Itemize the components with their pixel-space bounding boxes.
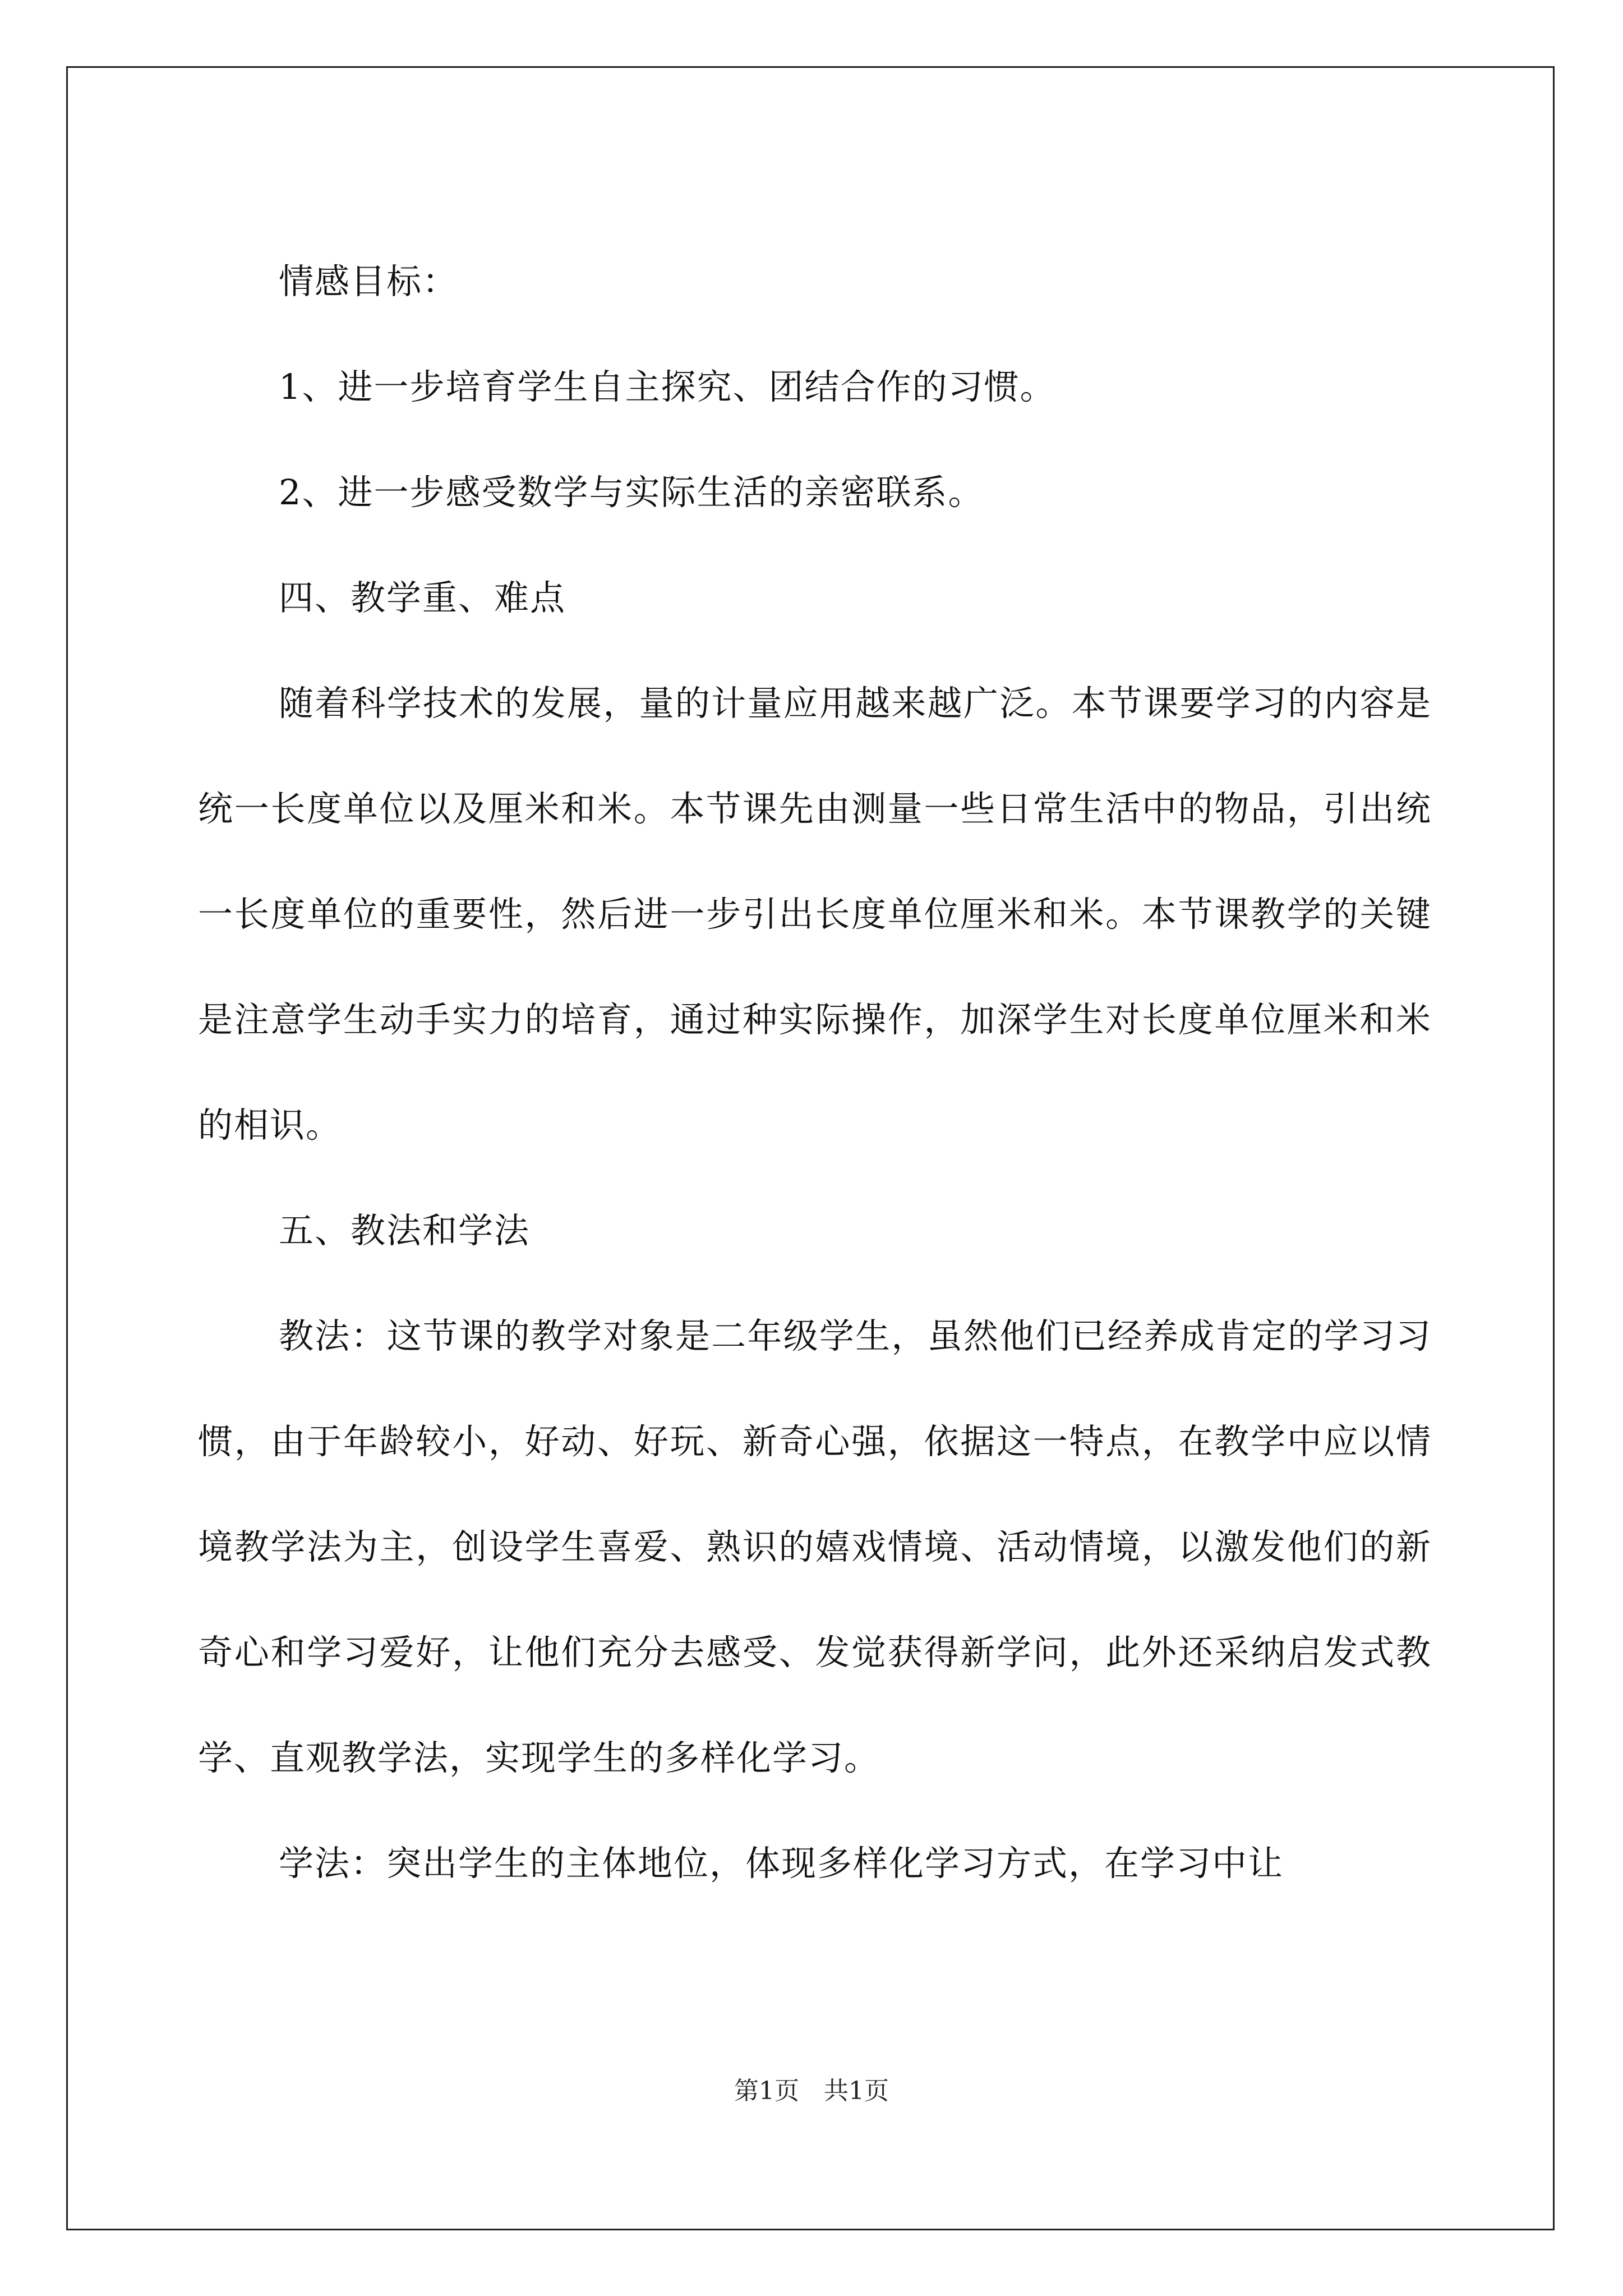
document-body <box>198 229 1432 1916</box>
paragraph-goal-2: 2、进一步感受数学与实际生活的亲密联系。 <box>279 472 984 513</box>
paragraph-methods-heading: 五、教法和学法 <box>279 1210 531 1251</box>
page-number-footer: 第1页 共1页 <box>734 2077 889 2105</box>
paragraph-emotional-goals-heading: 情感目标： <box>279 261 459 302</box>
paragraph-key-points-heading: 四、教学重、难点 <box>279 577 566 618</box>
paragraph-key-points-body: 随着科学技术的发展，量的计量应用越来越广泛。本节课要学习的内容是统一长度单位以及厘米和米。本节课先由测量一些日常生活中的物品，引出统一长度单位的重要性，然后进一步引出长度单位厘米和米。本节课教学的关键是注意学生动手实力的培育，通过种实际操作，加深学生对长度单位厘米和米的相识。 <box>198 683 1432 1145</box>
paragraph-goal-1: 1、进一步培育学生自主探究、团结合作的习惯。 <box>279 366 1056 407</box>
paragraph-learning-method: 学法：突出学生的主体地位，体现多样化学习方式，在学习中让 <box>279 1843 1284 1884</box>
paragraph-teaching-method: 教法：这节课的教学对象是二年级学生，虽然他们已经养成肯定的学习习惯，由于年龄较小，好动、好玩、新奇心强，依据这一特点，在教学中应以情境教学法为主，创设学生喜爱、熟识的嬉戏情境、活动情境，以激发他们的新奇心和学习爱好，让他们充分去感受、发觉获得新学问，此外还采纳启发式教学、直观教学法，实现学生的多样化学习。 <box>198 1315 1432 1778</box>
